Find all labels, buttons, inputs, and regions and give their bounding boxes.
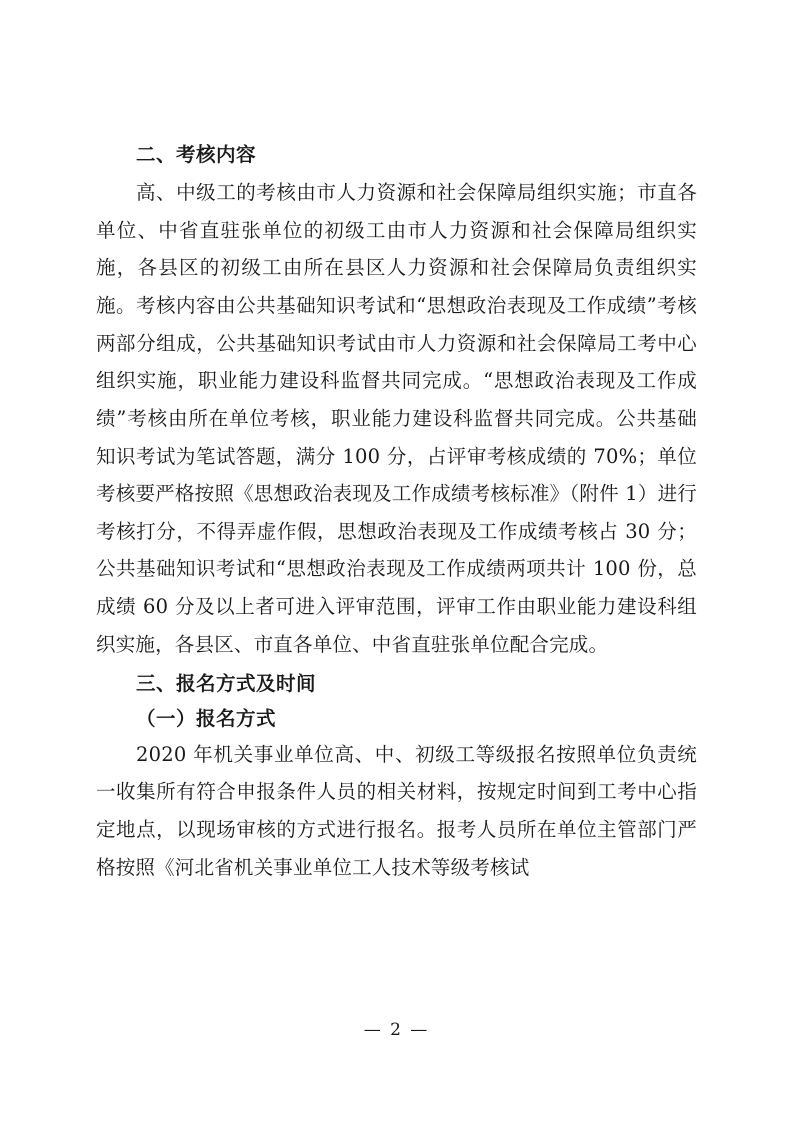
section-three-one-body: 2020 年机关事业单位高、中、初级工等级报名按照单位负责统一收集所有符合申报条件人员的相关材料，按规定时间到工考中心指定地点，以现场审核的方式进行报名。报考人员所在单位主管部门严格按照《河北省机关事业单位工人技术等级考核试: [96, 742, 697, 879]
section-two-heading: 二、考核内容: [136, 143, 257, 166]
section-two-body: 高、中级工的考核由市人力资源和社会保障局组织实施；市直各单位、中省直驻张单位的初级工由市人力资源和社会保障局组织实施，各县区的初级工由所在县区人力资源和社会保障局负责组织实施。考核内容由公共基础知识考试和“思想政治表现及工作成绩”考核两部分组成，公共基础知识考试由市人力资源和社会保障局工考中心组织实施，职业能力建设科监督共同完成。“思想政治表现及工作成绩”考核由所在单位考核，职业能力建设科监督共同完成。公共基础知识考试为笔试答题，满分 100 分，占评审考核成绩的 70%；单位考核要严格按照《思想政治表现及工作成绩考核标准》（附件 1）进行考核打分，不得弄虚作假，思想政治表现及工作成绩考核占 30 分；公共基础知识考试和“思想政治表现及工作成绩两项共计 100 份，总成绩 60 分及以上者可进入评审范围，评审工作由职业能力建设科组织实施，各县区、市直各单位、中省直驻张单位配合完成。: [96, 181, 697, 656]
section-three-one-heading: （一）报名方式: [136, 706, 277, 730]
document-body: [96, 140, 697, 886]
page-number-footer: — 2 —: [363, 1020, 430, 1040]
section-three-heading: 三、报名方式及时间: [136, 672, 317, 696]
